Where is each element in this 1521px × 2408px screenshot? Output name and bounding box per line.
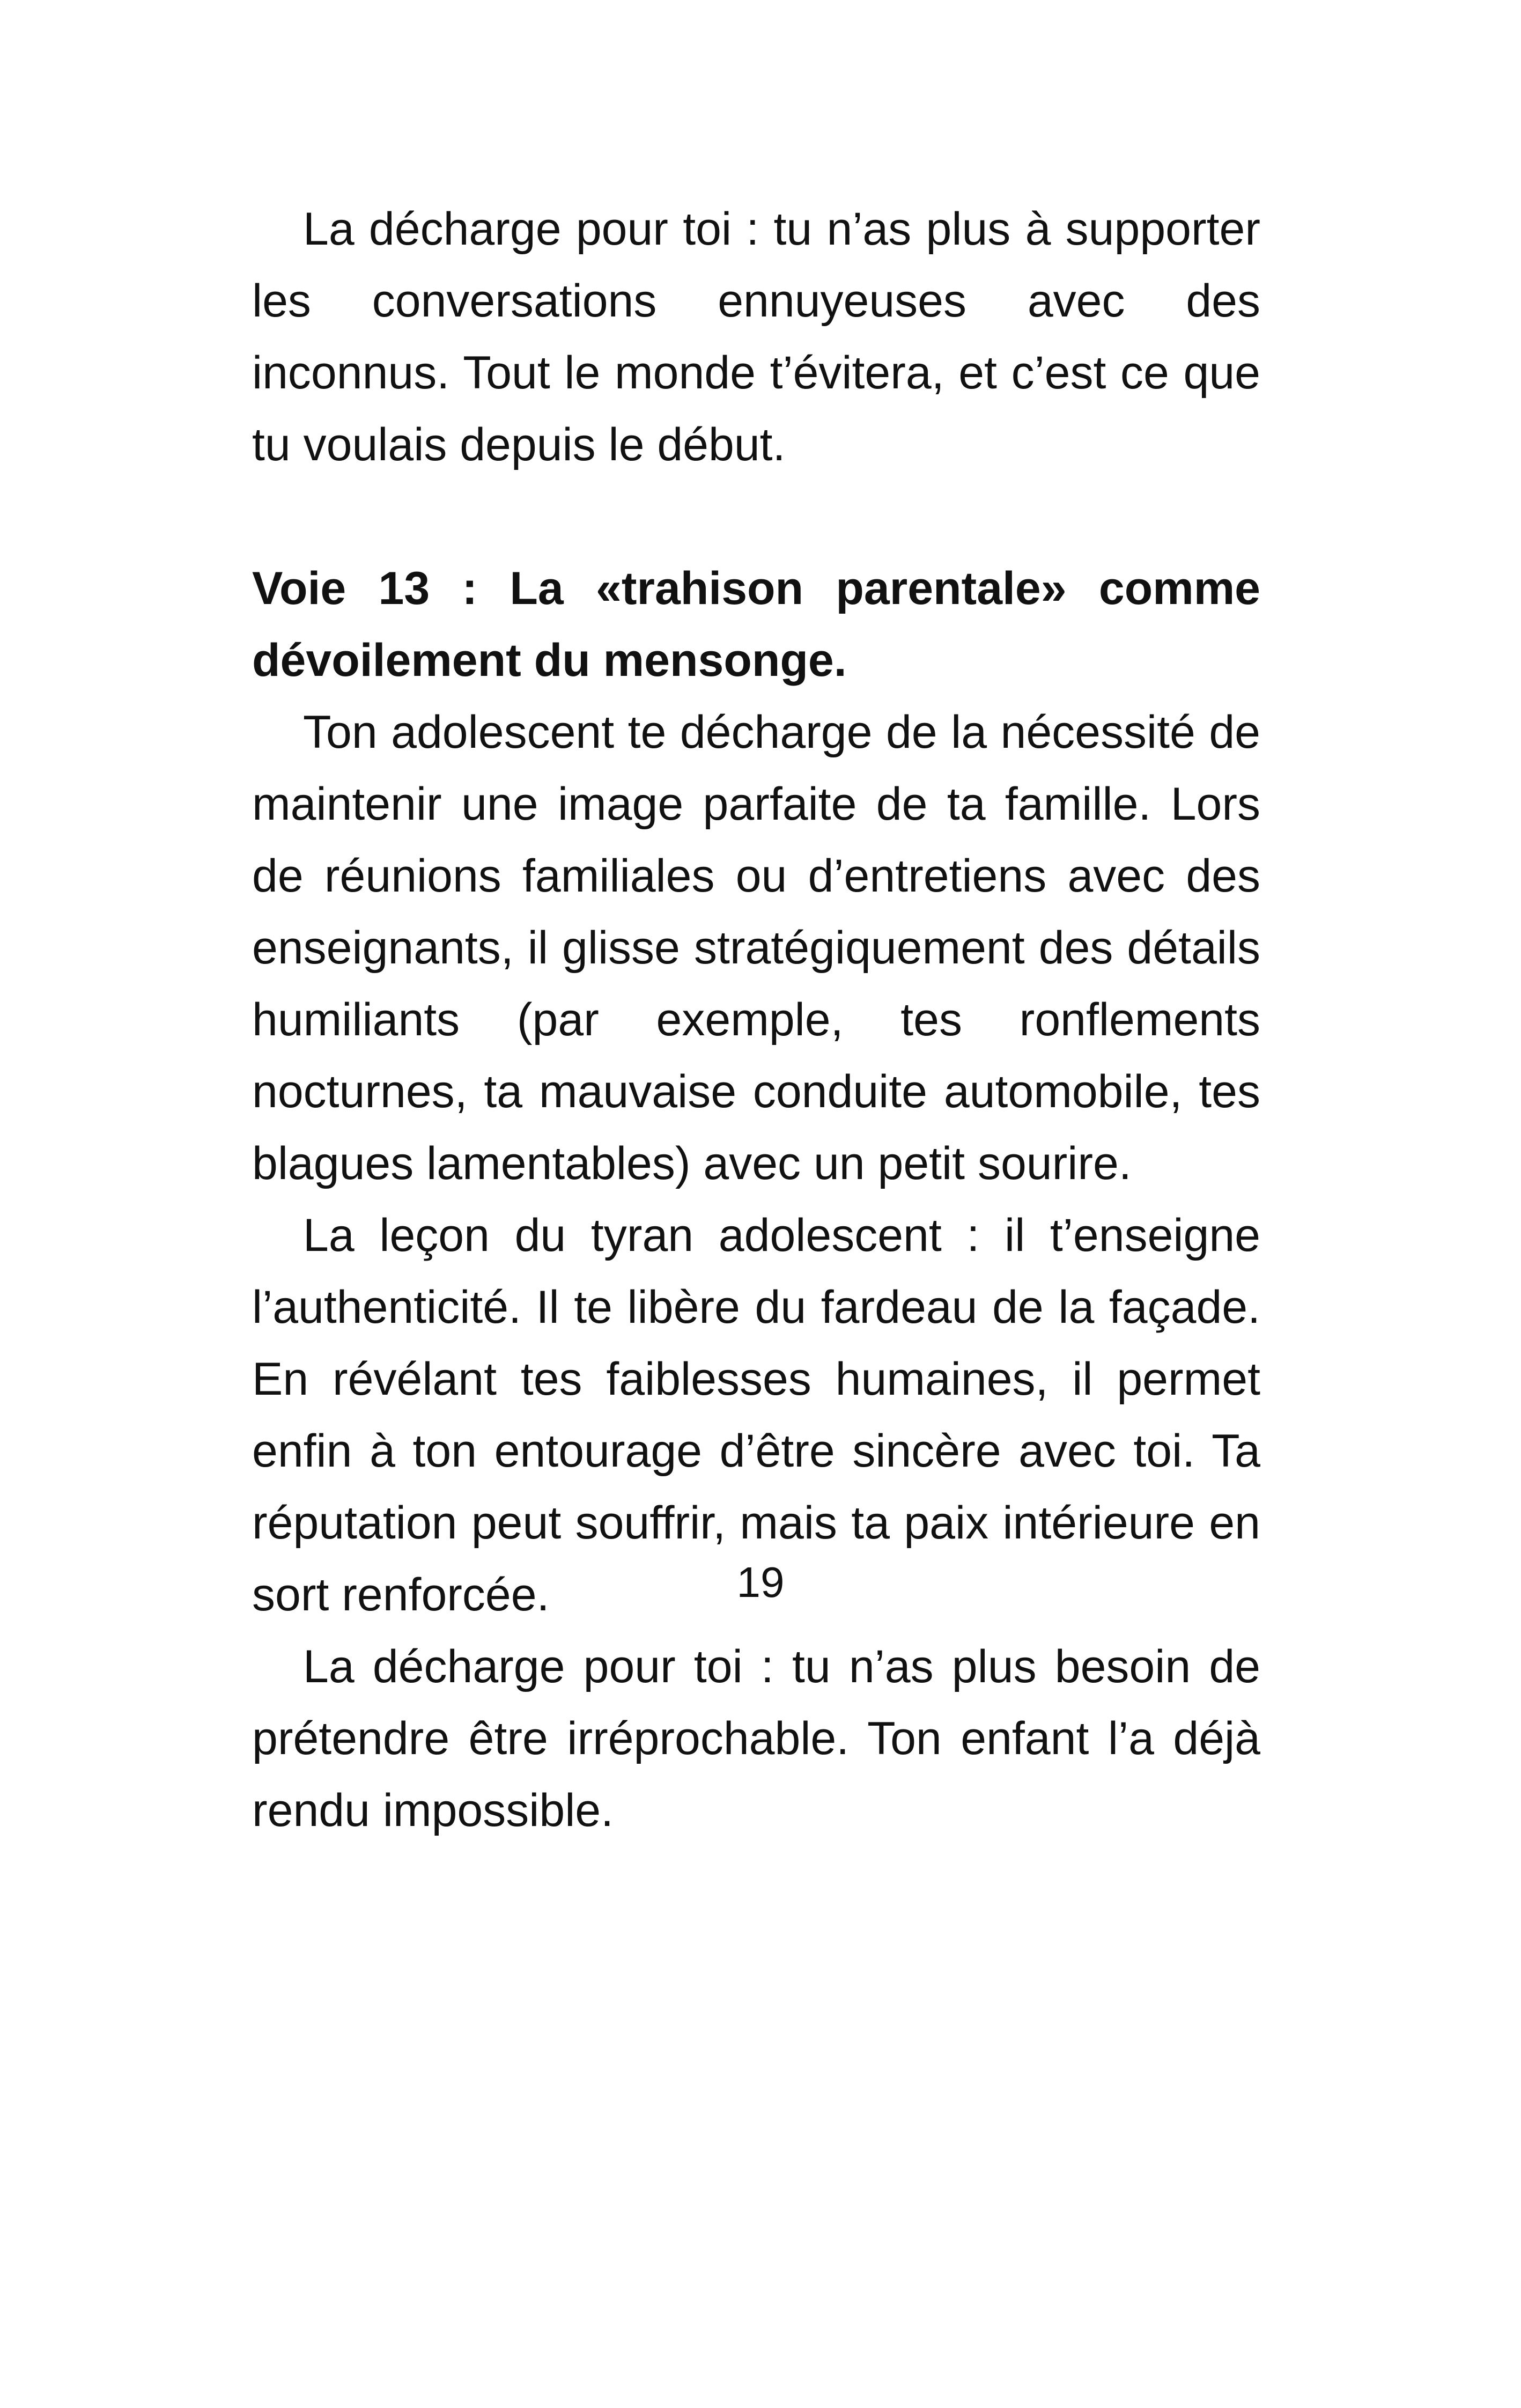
paragraph-decharge-inconnus: La décharge pour toi : tu n’as plus à supporter les conversations ennuyeuses avec des inconnus. Tout le monde t’évitera, et c’est ce que tu voulais depuis le début.: [252, 203, 1260, 470]
paragraph-image-parfaite: Ton adolescent te décharge de la nécessité de maintenir une image parfaite de ta famille. Lors de réunions familiales ou d’entretiens avec des enseignants, il glisse stratégiquement des détails humiliants (par exemple, tes ronflements nocturnes, ta mauvaise conduite automobile, tes blagues lamentables) avec un petit sourire.: [252, 706, 1260, 1189]
page-number: 19: [736, 1558, 785, 1606]
paragraph-decharge-irreprochable: La décharge pour toi : tu n’as plus besoin de prétendre être irréprochable. Ton enfant l’a déjà rendu impossible.: [252, 1641, 1260, 1836]
paragraph-lecon-authenticite: La leçon du tyran adolescent : il t’enseigne l’authenticité. Il te libère du fardeau de la façade. En révélant tes faiblesses humaines, il permet enfin à ton entourage d’être sincère avec toi. Ta réputation peut souffrir, mais ta paix intérieure en sort renforcée.: [252, 1210, 1260, 1621]
section-heading: Voie 13 : La «trahison parentale» comme dévoilement du mensonge.: [252, 563, 1260, 686]
